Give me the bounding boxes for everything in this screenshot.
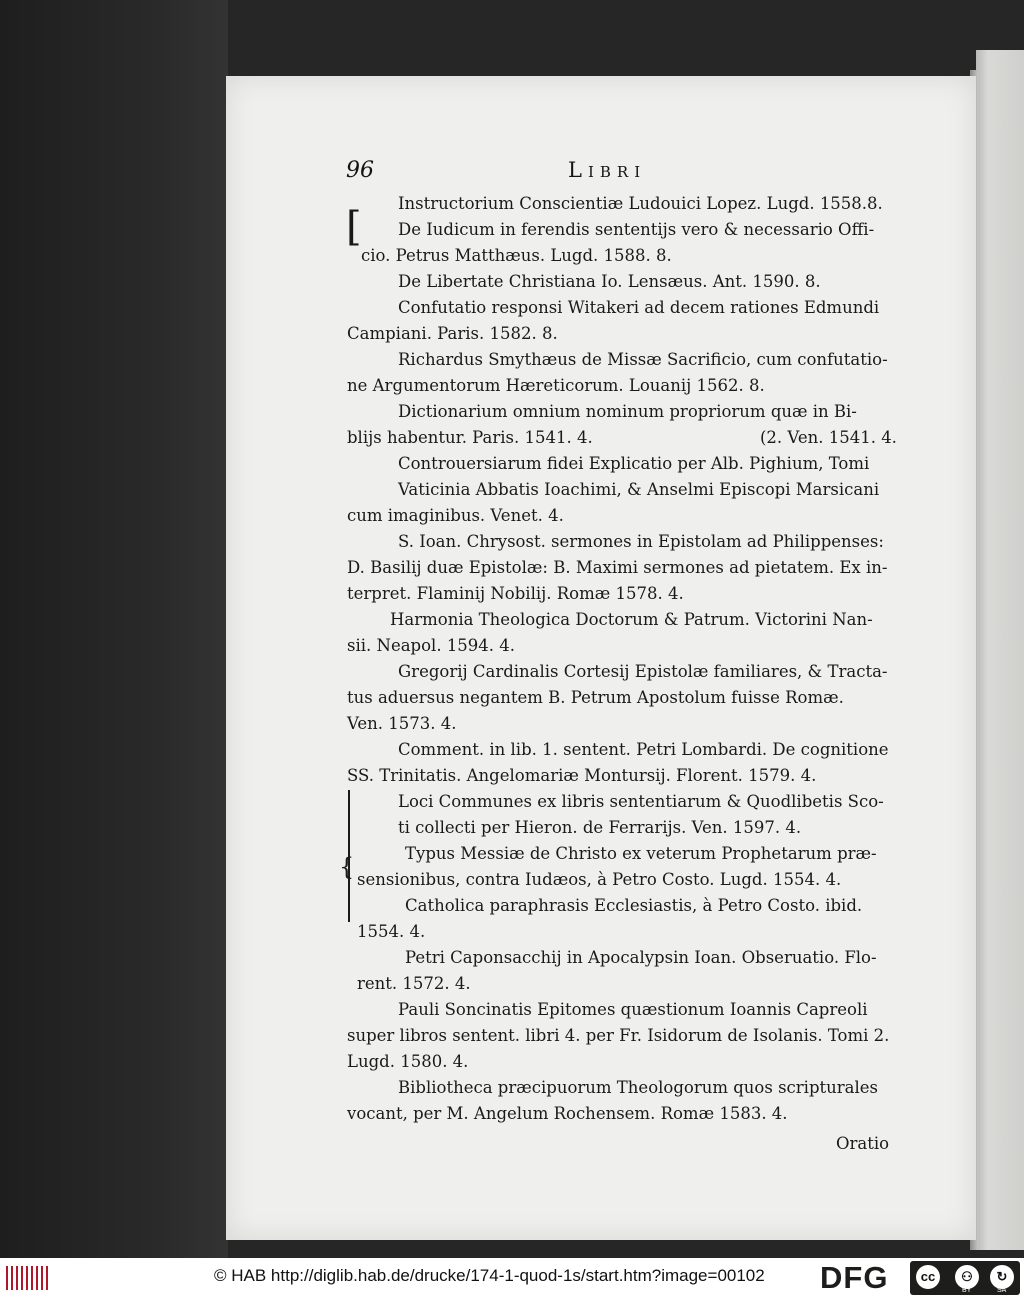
text-line: Ven. 1573. 4. [347, 714, 457, 733]
text-line: cio. Petrus Matthæus. Lugd. 1588. 8. [361, 246, 672, 265]
text-line: ne Argumentorum Hæreticorum. Louanij 1562. 8. [347, 376, 765, 395]
text-line: Vaticinia Abbatis Ioachimi, & Anselmi Episcopi Marsicani [398, 480, 880, 499]
text-line: super libros sentent. libri 4. per Fr. Isidorum de Isolanis. Tomi 2. [347, 1026, 890, 1045]
text-line: terpret. Flaminij Nobilij. Romæ 1578. 4. [347, 584, 684, 603]
text-line: S. Ioan. Chrysost. sermones in Epistolam ad Philippenses: [398, 532, 884, 551]
text-line: sensionibus, contra Iudæos, à Petro Costo. Lugd. 1554. 4. [357, 870, 842, 889]
text-line: Gregorij Cardinalis Cortesij Epistolæ familiares, & Tracta- [398, 662, 888, 681]
text-line: tus aduersus negantem B. Petrum Apostolum fuisse Romæ. [347, 688, 844, 707]
text-line: Pauli Soncinatis Epitomes quæstionum Ioannis Capreoli [398, 1000, 868, 1019]
dark-background [0, 0, 228, 1258]
text-line: Typus Messiæ de Christo ex veterum Prophetarum præ- [405, 844, 877, 863]
text-line: vocant, per M. Angelum Rochensem. Romæ 1583. 4. [347, 1104, 788, 1123]
sa-icon: ↻ [990, 1265, 1014, 1289]
text-line: Harmonia Theologica Doctorum & Patrum. Victorini Nan- [390, 610, 873, 629]
text-line: Petri Caponsacchij in Apocalypsin Ioan. Obseruatio. Flo- [405, 948, 877, 967]
text-line: Bibliotheca præcipuorum Theologorum quos scripturales [398, 1078, 879, 1097]
text-line: blijs habentur. Paris. 1541. 4. [347, 428, 593, 447]
text-line: cum imaginibus. Venet. 4. [347, 506, 564, 525]
text-line: Campiani. Paris. 1582. 8. [347, 324, 558, 343]
text-line: Dictionarium omnium nominum propriorum quæ in Bi- [398, 402, 857, 421]
text-line: sii. Neapol. 1594. 4. [347, 636, 516, 655]
brace-mark: { [339, 853, 355, 881]
text-line: Instructorium Conscientiæ Ludouici Lopez. Lugd. 1558.8. [398, 194, 883, 213]
text-line: 1554. 4. [357, 922, 426, 941]
text-line: Richardus Smythæus de Missæ Sacrificio, cum confutatio- [398, 350, 888, 369]
text-line: rent. 1572. 4. [357, 974, 471, 993]
adjacent-page-strip [976, 50, 1024, 1250]
page-number: 96 [346, 158, 374, 183]
dfg-logo: DFG [820, 1260, 889, 1295]
text-line: (2. Ven. 1541. 4. [760, 428, 897, 447]
footer-bar [0, 1258, 1024, 1297]
text-line: Comment. in lib. 1. sentent. Petri Lombardi. De cognitione [398, 740, 889, 759]
text-line: Controuersiarum fidei Explicatio per Alb. Pighium, Tomi [398, 454, 870, 473]
brace-mark: [ [346, 204, 362, 250]
by-icon: ⚇ [955, 1265, 979, 1289]
page-header [346, 158, 906, 188]
running-head: Libri [568, 158, 647, 182]
text-line: Confutatio responsi Witakeri ad decem rationes Edmundi [398, 298, 880, 317]
text-line: ti collecti per Hieron. de Ferrarijs. Ven. 1597. 4. [398, 818, 802, 837]
catchword: Oratio [836, 1134, 890, 1153]
text-line: Catholica paraphrasis Ecclesiastis, à Petro Costo. ibid. [405, 896, 863, 915]
text-line: De Libertate Christiana Io. Lensæus. Ant. 1590. 8. [398, 272, 821, 291]
cc-license-badge[interactable] [910, 1261, 1020, 1295]
hab-logo-icon [4, 1262, 48, 1294]
cc-icon: cc [916, 1265, 940, 1289]
sa-label: SA [997, 1287, 1007, 1294]
text-line: Lugd. 1580. 4. [347, 1052, 469, 1071]
text-line: Loci Communes ex libris sententiarum & Quodlibetis Sco- [398, 792, 884, 811]
text-line: De Iudicum in ferendis sententijs vero & necessario Offi- [398, 220, 875, 239]
text-line: SS. Trinitatis. Angelomariæ Montursij. Florent. 1579. 4. [347, 766, 817, 785]
by-label: BY [962, 1287, 972, 1294]
citation-link[interactable]: © HAB http://diglib.hab.de/drucke/174-1-quod-1s/start.htm?image=00102 [214, 1266, 765, 1285]
text-line: D. Basilij duæ Epistolæ: B. Maximi sermones ad pietatem. Ex in- [347, 558, 888, 577]
